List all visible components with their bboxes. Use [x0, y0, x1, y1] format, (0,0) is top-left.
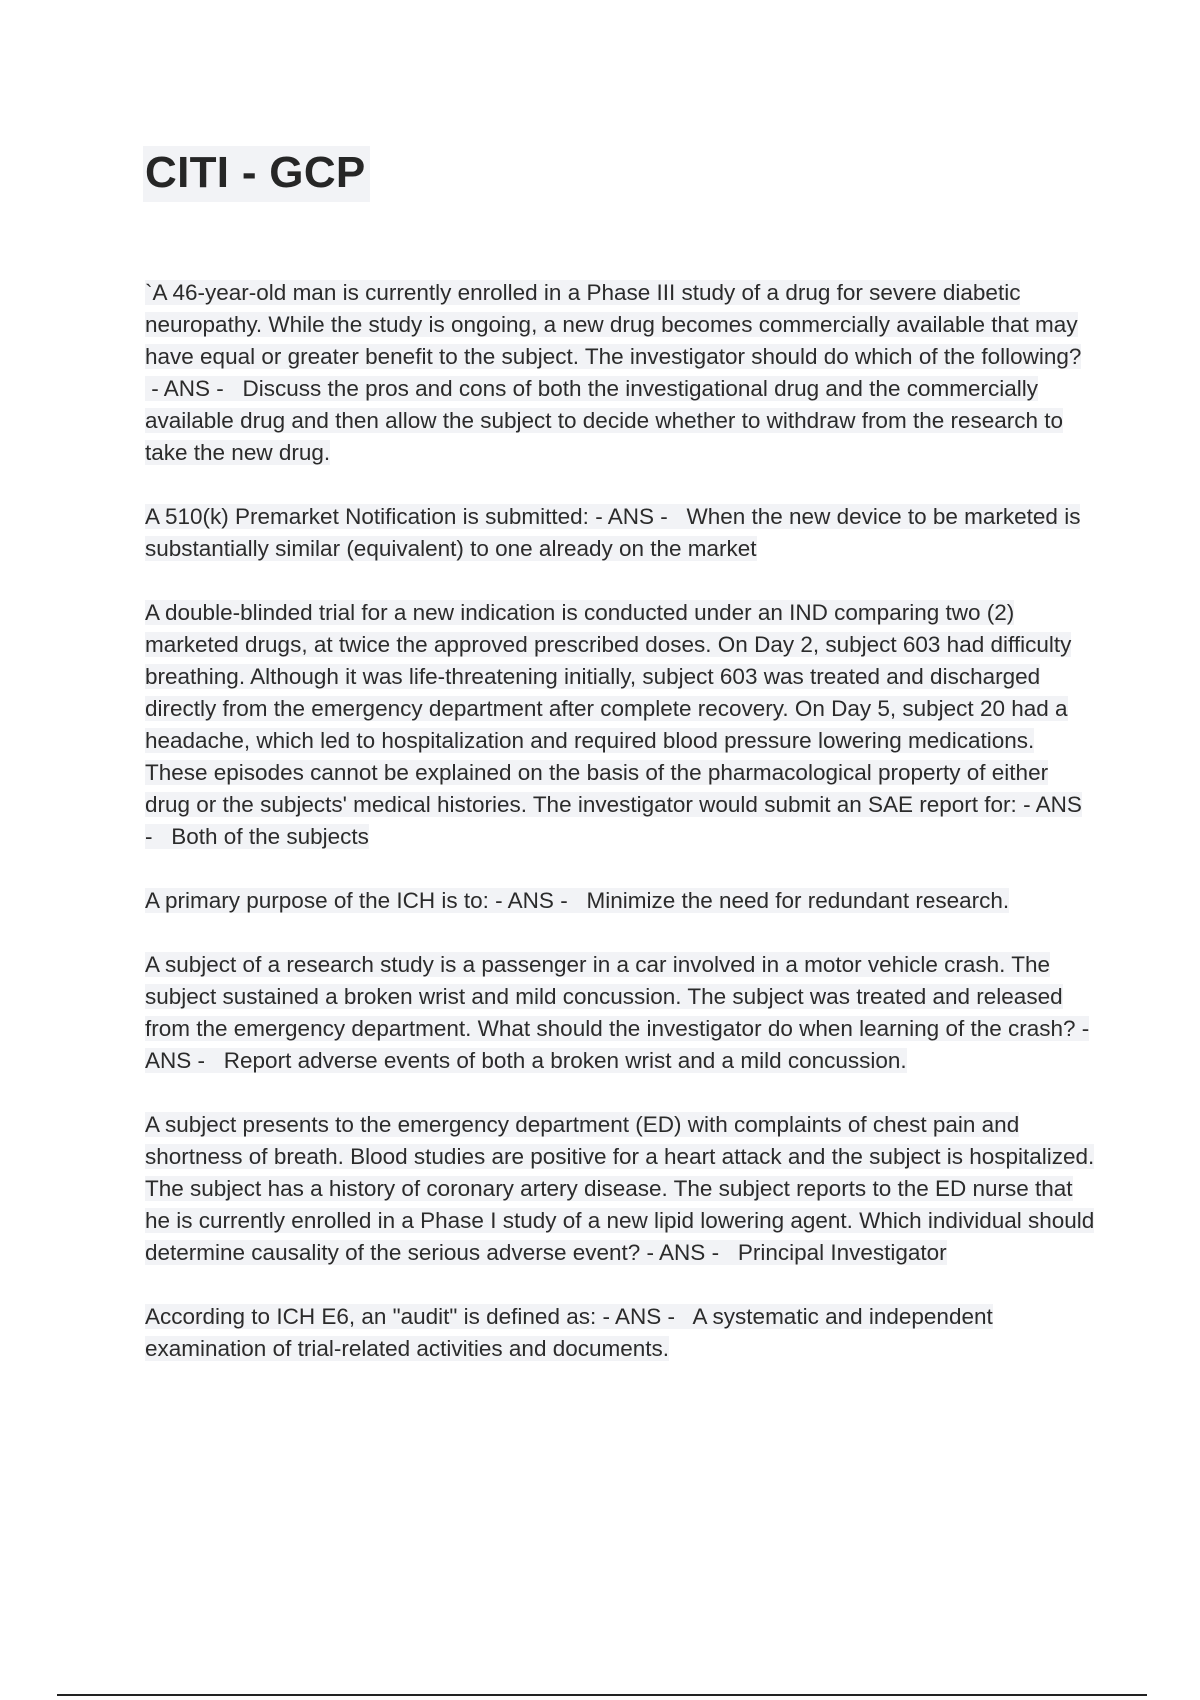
answer-separator: - ANS - [595, 504, 668, 529]
answer-separator: - ANS - [151, 376, 224, 401]
answer-text: Report adverse events of both a broken wrist and a mild concussion. [223, 1048, 907, 1073]
answer-text: A systematic and independent examination of trial-related activities and documents. [145, 1304, 993, 1361]
qa-item [145, 501, 1095, 565]
answer-separator: - ANS - [145, 792, 1082, 849]
qa-list [145, 277, 1095, 1397]
qa-item [145, 277, 1095, 469]
question-text: According to ICH E6, an "audit" is defined as: [145, 1304, 597, 1329]
answer-text: When the new device to be marketed is substantially similar (equivalent) to one already on the market [145, 504, 1081, 561]
question-text: A subject of a research study is a passenger in a car involved in a motor vehicle crash. The subject sustained a broken wrist and mild concussion. The subject was treated and released from the emergency department. What should the investigator do when learning of the crash? [145, 952, 1076, 1041]
answer-separator: - ANS - [145, 1016, 1090, 1073]
answer-separator: - ANS - [495, 888, 568, 913]
answer-separator: - ANS - [602, 1304, 676, 1329]
answer-text: Principal Investigator [737, 1240, 947, 1265]
document-title: CITI - GCP [143, 146, 370, 202]
question-text: A 510(k) Premarket Notification is submitted: [145, 504, 589, 529]
footer-divider [57, 1694, 1147, 1696]
qa-item [145, 1301, 1095, 1365]
question-text: A primary purpose of the ICH is to: [145, 888, 489, 913]
question-text: `A 46-year-old man is currently enrolled in a Phase III study of a drug for severe diabetic neuropathy. While the study is ongoing, a new drug becomes commercially available that may have equal or greater benefit to the subject. The investigator should do which of the following? [145, 280, 1082, 369]
qa-item [145, 1109, 1095, 1269]
qa-item [145, 885, 1095, 917]
answer-text: Discuss the pros and cons of both the investigational drug and the commercially available drug and then allow the subject to decide whether to withdraw from the research to take the new drug. [145, 376, 1064, 465]
answer-separator: - ANS - [646, 1240, 720, 1265]
question-text: A double-blinded trial for a new indication is conducted under an IND comparing two (2) marketed drugs, at twice the approved prescribed doses. On Day 2, subject 603 had difficulty breathing. Although it was life-threatening initially, subject 603 was treated and discharged directly from the emergency department after complete recovery. On Day 5, subject 20 had a headache, which led to hospitalization and required blood pressure lowering medications. These episodes cannot be explained on the basis of the pharmacological property of either drug or the subjects' medical histories. The investigator would submit an SAE report for: [145, 600, 1072, 817]
question-text: A subject presents to the emergency department (ED) with complaints of chest pain and shortness of breath. Blood studies are positive for a heart attack and the subject is hospitalized. The subject has a history of coronary artery disease. The subject reports to the ED nurse that he is currently enrolled in a Phase I study of a new lipid lowering agent. Which individual should determine causality of the serious adverse event? [145, 1112, 1095, 1265]
answer-text: Minimize the need for redundant research. [586, 888, 1010, 913]
qa-item [145, 597, 1095, 853]
qa-item [145, 949, 1095, 1077]
answer-text: Both of the subjects [171, 824, 369, 849]
